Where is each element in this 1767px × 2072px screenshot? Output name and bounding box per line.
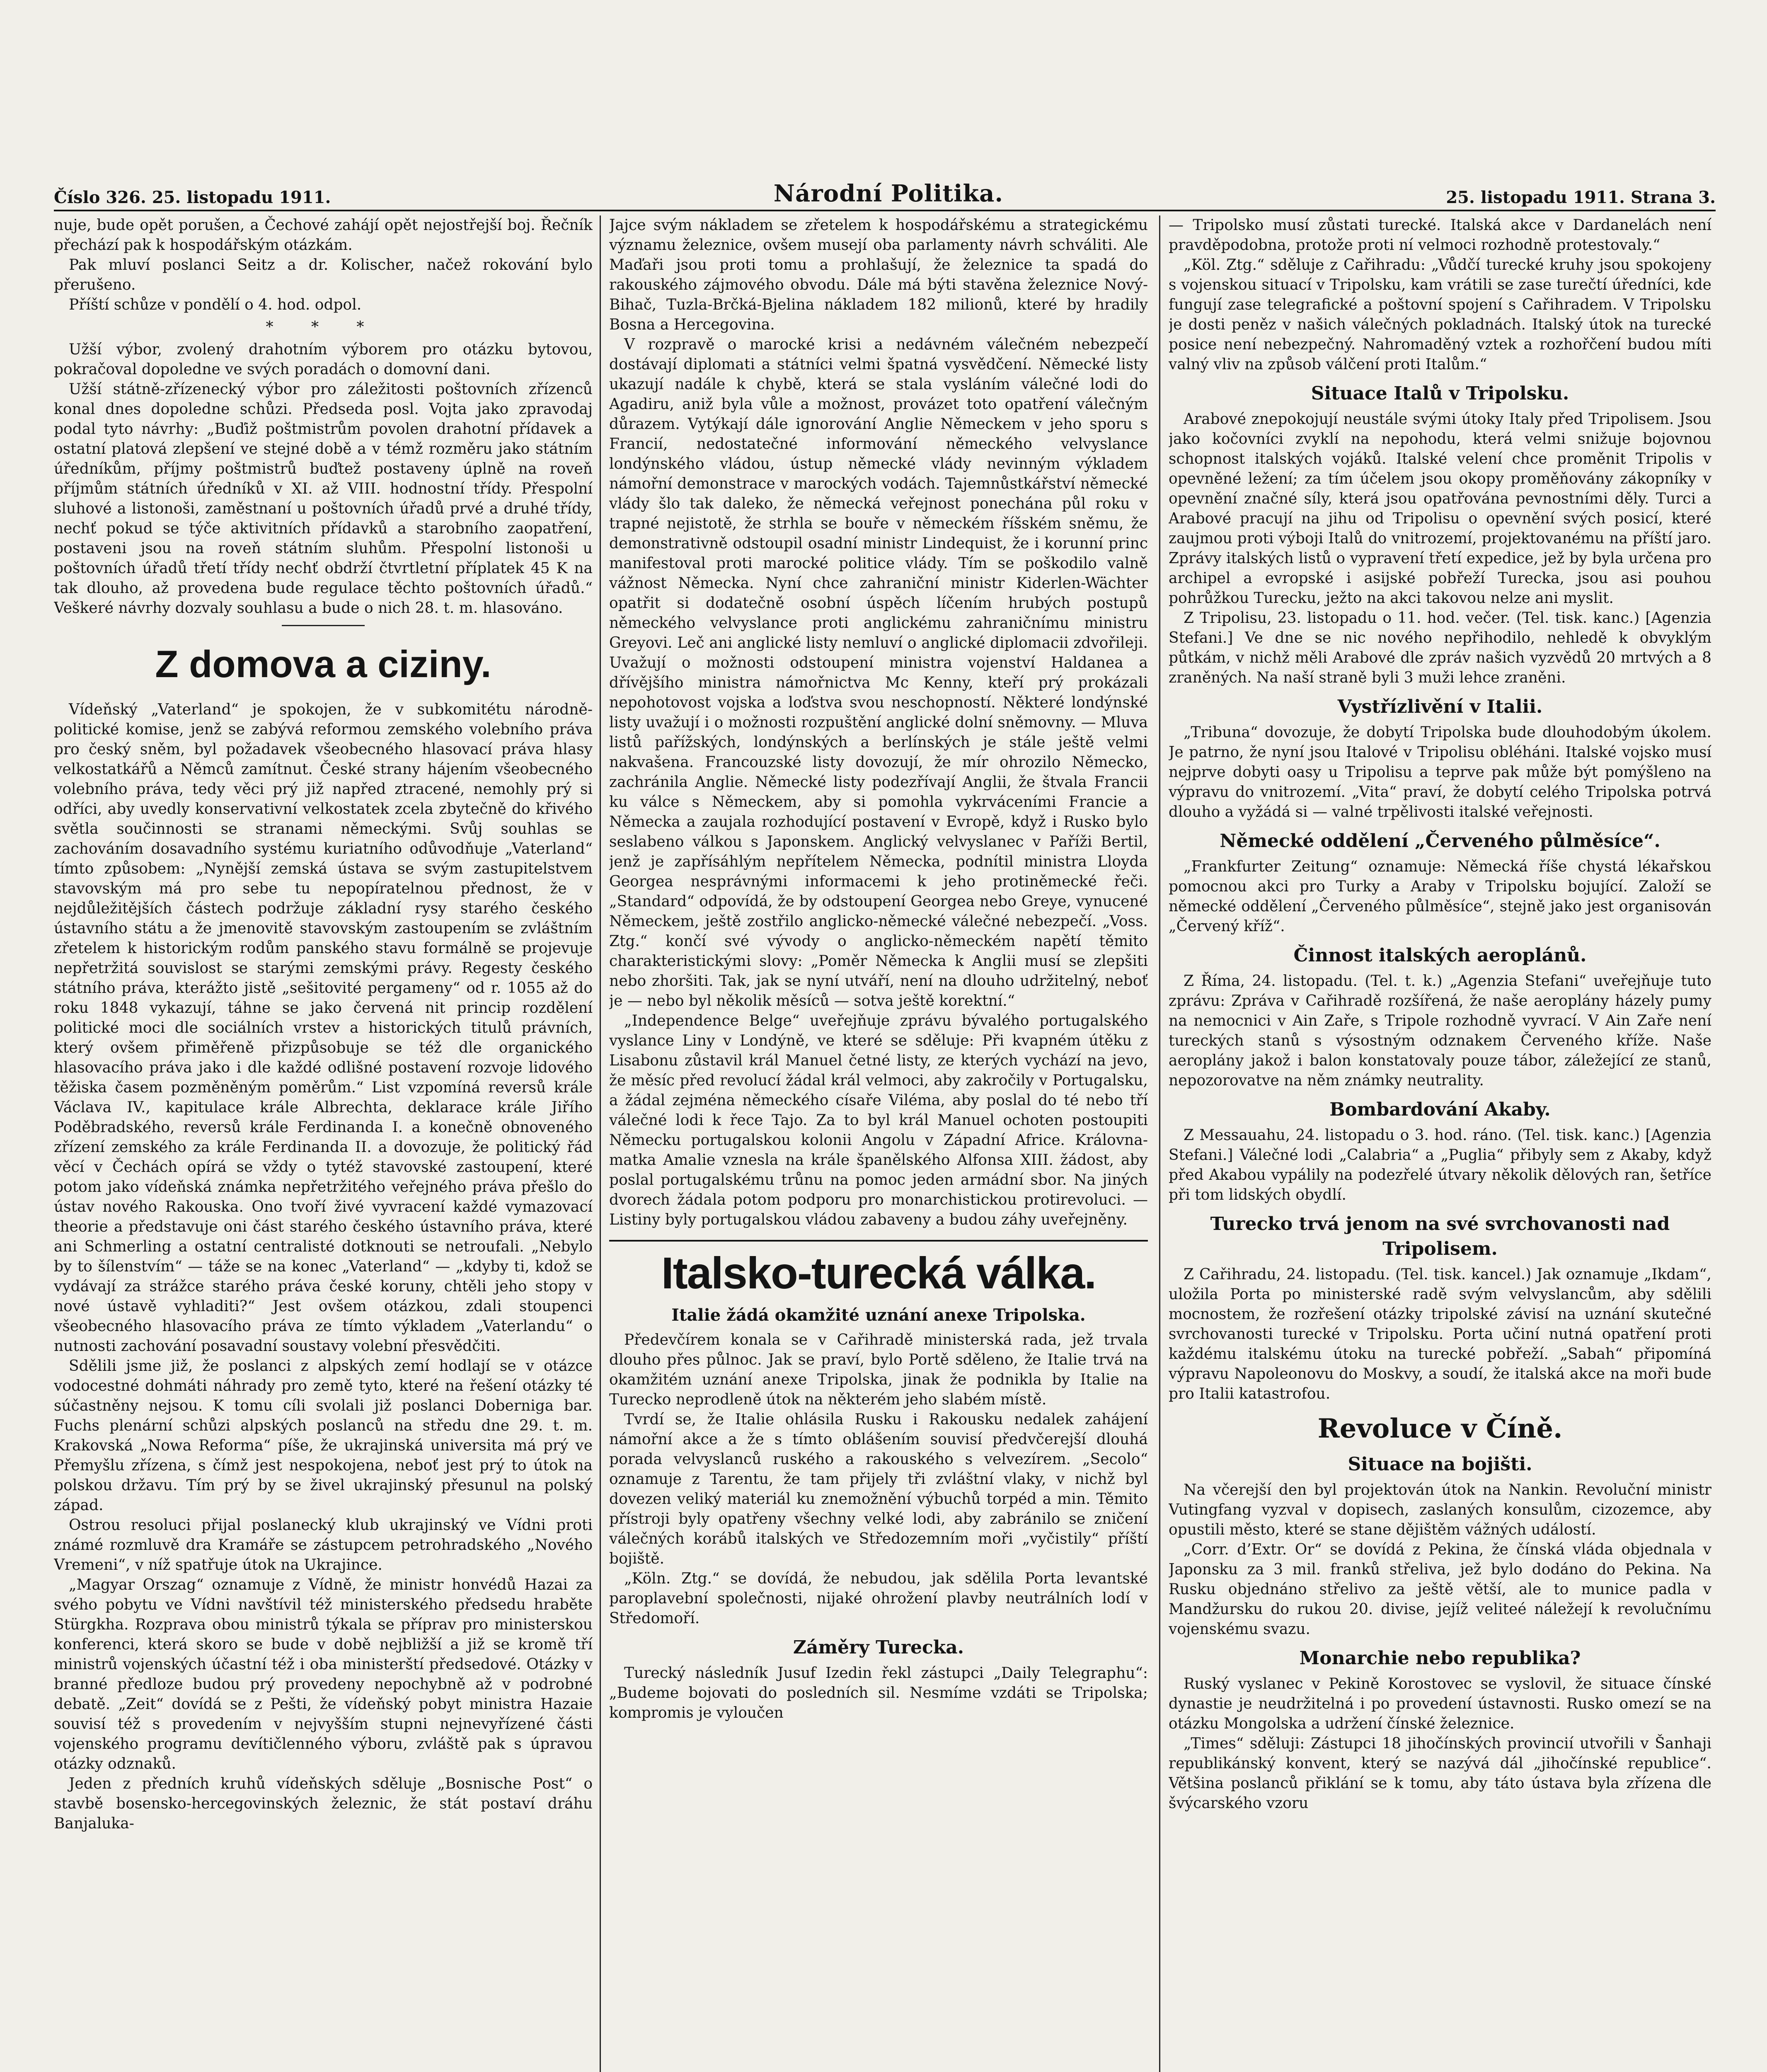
- header-issue: Číslo 326. 25. listopadu 1911.: [54, 188, 331, 207]
- paragraph: Z Messauahu, 24. listopadu o 3. hod. ráno. (Tel. tisk. kanc.) [Agenzia Stefani.] Válečné lodi „Calabria“ a „Puglia“ přibyly sem z Akaby, když před Akabou vypálily na podezřelé útvary několik dělových ran, šetříce při tom lidských obydlí.: [1169, 1127, 1711, 1203]
- paragraph: „Independence Belge“ uveřejňuje zprávu bývalého portugalského vyslance Liny v Londýně, ve které se sděluje: Při kvapném útěku z Lisabonu zůstavil král Manuel četné listy, ze kterých vychází na jevo, že měsíc před revolucí žádal král velmoci, aby zakročily v Portugalsku, a žádal zejména německého císaře Viléma, aby poslal do té nebo tří válečné lodi k řece Tajo. Za to byl král Manuel ochoten postoupiti Německu portugalskou kolonii Angolu v Západní Africe. Královna-matka Amalie vznesla na krále španělského Alfonsa XIII. žádost, aby poslal portugalskému trůnu na pomoc jeden armádní sbor. Na jiných dvorech žádala potom podporu pro monarchistickou protirevoluci. — Listiny byly portugalskou vládou zabaveny a budou záhy uveřejněny.: [609, 1012, 1148, 1228]
- columns: [54, 215, 1716, 2072]
- subheading: Turecko trvá jenom na své svrchovanosti nad Tripolisem.: [1210, 1213, 1670, 1259]
- column-3: [1169, 215, 1711, 2072]
- paragraph: Ruský vyslanec v Pekině Korostovec se vyslovil, že situace čínské dynastie je neudržitelná i po provedení ústavnosti. Rusko omezí se na otázku Mongolska a udržení čínské železnice.: [1169, 1675, 1711, 1732]
- paragraph: Na včerejší den byl projektován útok na Nankin. Revoluční ministr Vutingfang vyzval v dopisech, zaslaných konsulům, cizozemce, aby opustili město, které se stane dějištěm vážných událostí.: [1169, 1481, 1711, 1538]
- page-header: [54, 178, 1716, 211]
- column-rule: [1159, 215, 1160, 2072]
- paragraph: Sdělili jsme již, že poslanci z alpských zemí hodlají se v otázce vodocestné dohmáti náhrady pro země tyto, které na řešení otázky té súčastněny nejsou. K tomu cíli svolali již poslanci Doberniga bar. Fuchs plenární schůzi alpských poslanců na středu dne 29. t. m. Krakovská „Nowa Reforma“ píše, že ukrajinská universita má prý ve Přemyšlu zřízena, s čímž jest nespokojena, neboť jest prý to útok na polskou državu. Tím prý by se živel ukrajinský přesunul na polský západ.: [54, 1358, 593, 1514]
- paragraph: Z Cařihradu, 24. listopadu. (Tel. tisk. kancel.) Jak oznamuje „Ikdam“, uložila Porta po ministerské radě svým velvyslancům, aby sdělili mocnostem, že rozřešení otázky tripolské závisí na uznání skutečné svrchovanosti turecké v Tripolsku. Porta učiní nutná opatření proti každému italskému útoku na turecké pobřeží. „Sabah“ připomíná výpravu Napoleonovu do Moskvy, a soudí, že italská akce na moři bude pro Italii katastrofou.: [1169, 1266, 1711, 1402]
- paragraph: — Tripolsko musí zůstati turecké. Italská akce v Dardanelách není pravděpodobna, protože proti ní velmoci rozhodně protestovaly.“: [1169, 217, 1711, 254]
- column-1: [54, 215, 593, 2072]
- paragraph: Vídeňský „Vaterland“ je spokojen, že v subkomitétu národně-politické komise, jenž se zabývá reformou zemského volebního práva pro český sněm, byl požadavek všeobecného hlasovací práva hlasy velkostatkářů a Němců zamítnut. České strany hájením všeobecného volebního práva, tedy věci prý již napřed ztracené, nemohly prý si odříci, aby uvedly konservativní velkostatek zcela zbytečně do křivého světla součinnosti se stranami německými. Svůj souhlas se zachováním dosavadního systému kuriatního odůvodňuje „Vaterland“ tímto způsobem: „Nynější zemská ústava se svým zastupitelstvem stavovským má pro sebe tu nepopíratelnou přednost, že v nejdůležitějších částech podržuje základní rysy starého českého ústavního státu a že jmenovitě stavovským zastoupením se zvláštním zřetelem k historickým rodům panského stavu formálně se projevuje nepřetržitá souvislost se starými zemskými právy. Regesty českého státního práva, kterážto jistě „sešitovité pergameny“ od r. 1055 až do roku 1848 vykazují, táhne se jako červená nit princip rozdělení politické moci dle sociálních vrstev a historických titulů právních, který ovšem přiměřeně přizpůsobuje se též dle organického hlasovacího práva jako i dle každé odlišné postavení rozvoje lidového těžiska časem pozměněným poměrům.“ List vzpomíná reversů krále Václava IV., kapitulace krále Albrechta, deklarace krále Jiřího Poděbradského, reversů krále Ferdinanda I. a konečně obnoveného zřízení zemského za krále Ferdinanda II. a dovozuje, že politický řád věcí v Čechách opírá se vždy o tytéž stavovské zastoupení, které potom jako vídeňská známka nepřetržitého veřejného práva přešlo do ústav nového Rakouska. Ono tvoří živé vyvracení každé vymazovací theorie a představuje oni část starého českého ústavního práva, které ani Schmerling a ostatní centralisté dotknouti se netroufali. „Nebylo by to šílenstvím“ — táže se na konec „Vaterland“ — „kdyby ti, kdož se vydávají za strážce starého práva české koruny, chtěli jeho stopy v nové ústavě vyhladiti?“ Jest ovšem otázkou, zdali stoupenci všeobecného hlasovacího práva ze tímto výkladem „Vaterlandu“ o nutnosti zachování posavadní soustavy volební přesvědčiti.: [54, 701, 593, 1355]
- paragraph: Z Říma, 24. listopadu. (Tel. t. k.) „Agenzia Stefani“ uveřejňuje tuto zprávu: Zpráva v Cařihradě rozšířená, že naše aeroplány házely pumy na nemocnici v Ain Zaře, s Tripole rozhodně vyvrací. V Ain Zaře není tureckých stanů s výsostným odznakem Červeného kříže. Naše aeroplány jakož i balon konstatovaly pouze tábor, záležející ze stanů, nepozorovatve na něm známky neutrality.: [1169, 973, 1711, 1089]
- paragraph: Turecký následník Jusuf Izedin řekl zástupci „Daily Telegraphu“: „Budeme bojovati do posledních sil. Nesmíme vzdáti se Tripolska; kompromis je vyloučen: [609, 1665, 1148, 1721]
- divider: [282, 625, 365, 626]
- paragraph: V rozpravě o marocké krisi a nedávném válečném nebezpečí dostávají diplomati a státníci velmi špatná vysvědčení. Německé listy ukazují nadále k chybě, která se stala vysláním válečné lodi do Agadiru, aniž byla vůle a možnost, provázet toto opatření válečným důrazem. Vytýkají dále ignorování Anglie Německem v jeho sporu s Francií, nedostatečné informování německého velvyslance londýnského vládou, ústup německé vlády nevinným výkladem námořní demonstrace v marockých vodách. Tajemnůstkářství německé vlády šlo tak daleko, že německá veřejnost ponechána půl roku v trapné nejistotě, že strhla se bouře v německém říšském sněmu, že demonstrativně odstoupil osadní ministr Lindequist, že i korunní princ manifestoval proti marocké politice vlády. Tím se poškodilo valně vážnost Německa. Nyní chce zahraniční ministr Kiderlen-Wächter opatřit si dodatečně osobní úspěch líčením hrubých postupů německého velvyslance proti anglickému zahraničnímu ministru Greyovi. Leč ani anglické listy nemluví o anglické diplomacii zdvořileji. Uvažují o možnosti odstoupení ministra vojenství Haldanea a dřívějšího ministra námořnictva Mc Kenny, kteří prý prokázali nepohotovost vojska a loďstva svou neschopností. Některé londýnské listy uvažují i o možnosti rozpuštění anglické dolní sněmovny. — Mluva listů pařížských, londýnských a berlínských je stále ještě velmi nakvašena. Francouzské listy dovozují, že mír ohrozilo Německo, zachránila Anglie. Německé listy podezřívají Anglii, že štvala Francii ku válce s Německem, aby si pomohla vykrváceními Francie a Německa a zaujala rozhodující postavení v Evropě, když i Rusko bylo seslabeno válkou s Japonskem. Anglický velvyslanec v Paříži Bertil, jenž je zapřísáhlým nepřítelem Německa, podnítil ministra Lloyda Georgea nesprávnými informacemi k jeho protiněmecké řeči. „Standard“ odpovídá, že by odstoupení Georgea nebo Greye, vynucené Německem, ještě zostřilo anglicko-německé válečné nebezpečí. „Voss. Ztg.“ končí své vývody o anglicko-německém napětí těmito charakteristickými slovy: „Poměr Německa k Anglii musí se zlepšiti nebo zhoršiti. Tak, jak se nyní utváří, není na dlouho udržitelný, neboť je — nebo byl několik měsíců — sotva ještě korektní.“: [609, 336, 1148, 1009]
- subheading: Německé oddělení „Červeného půlměsíce“.: [1220, 830, 1660, 852]
- war-subheading: Italie žádá okamžité uznání anexe Tripolska.: [671, 1305, 1086, 1325]
- paragraph: „Tribuna“ dovozuje, že dobytí Tripolska bude dlouhodobým úkolem. Je patrno, že nyní jsou Italové v Tripolisu obléháni. Italské vojsko musí nejprve dobyti oasy u Tripolisu a teprve pak může být pomýšleno na výpravu do vnitrozemí. „Vita“ praví, že dobytí celého Tripolska potrvá dlouho a vyžádá si — valné trpělivosti italské veřejnosti.: [1169, 724, 1711, 821]
- paragraph: „Köl. Ztg.“ sděluje z Cařihradu: „Vůdčí turecké kruhy jsou spokojeny s vojenskou situací v Tripolsku, kam vrátili se zase turečtí úředníci, kde fungují zase telegrafické a poštovní spojení s Cařihradem. V Tripolsku je dosti peněz v našich válečných pokladnách. Italský útok na turecké posice není nebezpečný. Nahromaděný vztek a rozhořčení budou míti valný vliv na způsob válčení proti Italům.“: [1169, 257, 1711, 373]
- paragraph: „Magyar Orszag“ oznamuje z Vídně, že ministr honvédů Hazai za svého pobytu ve Vídni navštívil též ministerského předsedu hraběte Stürgkha. Rozprava obou ministrů týkala se příprav pro ministerskou konferenci, která skoro se bude v době nejbližší a již se kromě tří ministrů vojenských účastní též i oba ministerští předsedové. Otázky v branné předloze budou prý provedeny nepochybně až v podrobné debatě. „Zeit“ dovídá se z Pešti, že vídeňský pobyt ministra Hazaie souvisí též s provedením v nejvyšším stupni nejnevyřízené části vojenského programu devítičlenného výboru, zvláště pak s úpravou otázky odznaků.: [54, 1576, 593, 1772]
- subheading: Monarchie nebo republika?: [1299, 1648, 1581, 1669]
- newspaper-page: [54, 75, 1716, 2072]
- paragraph: Ostrou resoluci přijal poslanecký klub ukrajinský ve Vídni proti známé rozmluvě dra Kramáře se zástupcem petrohradského „Nového Vremeni“, v níž spatřuje útok na Ukrajince.: [54, 1517, 593, 1573]
- masthead-title: Národní Politika.: [773, 180, 1003, 207]
- paragraph: „Köln. Ztg.“ se dovídá, že nebudou, jak sdělila Porta levantské paroplavební společnosti, nijaké ohrožení plavby neutrálních lodí v Středomoří.: [609, 1570, 1148, 1627]
- paragraph: Užší státně-zřízenecký výbor pro záležitosti poštovních zřízenců konal dnes dopoledne schůzi. Předseda posl. Vojta jako zpravodaj podal tyto návrhy: „Buďiž poštmistrům povolen drahotní přídavek a ostatní platová zlepšení ve stejné době a v témž rozměru jako státním úředníkům, příjmy poštmistrů buďtež postaveny úplně na roveň příjmům státních úředníků v XI. až VIII. hodnostní třídy. Přespolní sluhové a listonoši, zaměstnaní u poštovních úřadů prvé a druhé třídy, nechť pokud se týče aktivitních přídavků a starobního zaopatření, postaveni jsou na roveň státním sluhům. Přespolní listonoši u poštovních úřadů třetí třídy nechť obdrží čtvrtletní příplatek 45 K na tak dlouho, až provedena bude regulace těchto poštovních úřadů.“ Veškeré návrhy dozvaly souhlasu a bude o nich 28. t. m. hlasováno.: [54, 381, 593, 617]
- column-rule: [600, 215, 601, 2072]
- subheading: Činnost italských aeroplánů.: [1293, 945, 1587, 966]
- subheading: Bombardování Akaby.: [1329, 1099, 1551, 1120]
- section-heading: Z domova a ciziny.: [155, 643, 491, 685]
- paragraph: „Times“ sděluji: Zástupci 18 jihočínských provincií utvořili v Šanhaji republikánský konvent, který se nazývá dál „jihočínské republice“. Většina poslanců přiklání se k tomu, aby táto ústava byla zřízena dle švýcarského vzoru: [1169, 1735, 1711, 1812]
- paragraph: Tvrdí se, že Italie ohlásila Rusku i Rakousku nedalek zahájení námořní akce a že s tímto oblášením souvisí předvčerejší dlouhá porada velvyslanců ruského a rakouského s velvezírem. „Secolo“ oznamuje z Tarentu, že tam přijely tři zvláštní vlaky, v nichž byl dovezen veliký materiál ku znemožnění výbuchů torpéd a min. Těmito přístroji byly opatřeny všechny velké lodi, aby zabránilo se zničení válečných korábů italských ve Středozemním moři „vyčistily“ příští bojiště.: [609, 1411, 1148, 1567]
- paragraph: „Corr. d’Extr. Or“ se dovídá z Pekina, že čínská vláda objednala v Japonsku za 3 mil. franků střeliva, jež bylo dodáno do Pekina. Na Rusku objednáno střelivo za ještě větší, ale to munice padla v Mandžursku do rukou 20. divise, jejíž veliteé náležejí k revolučnímu vojenskému svazu.: [1169, 1541, 1711, 1638]
- paragraph: Předevčírem konala se v Cařihradě ministerská rada, jež trvala dlouho přes půlnoc. Jak se praví, bylo Portě sděleno, že Italie trvá na okamžitém uznání anexe Tripolska, jinak že podnikla by Italie na Turecko neprodleně útok na některém jeho slabém místě.: [609, 1331, 1148, 1408]
- subheading: Situace na bojišti.: [1348, 1454, 1532, 1475]
- war-heading: Italsko-turecká válka.: [609, 1240, 1148, 1300]
- separator-stars: * * *: [266, 319, 381, 336]
- subheading: Záměry Turecka.: [793, 1637, 964, 1658]
- paragraph: Pak mluví poslanci Seitz a dr. Kolischer, načež rokování bylo přerušeno.: [54, 257, 593, 293]
- subheading: Situace Italů v Tripolsku.: [1311, 383, 1569, 404]
- section-heading: Revoluce v Číně.: [1317, 1413, 1563, 1444]
- subheading: Vystřízlivění v Italii.: [1337, 696, 1543, 717]
- paragraph: Jajce svým nákladem se zřetelem k hospodářskému a strategickému významu železnice, ovšem musejí oba parlamenty návrh schváliti. Ale Maďaři jsou proti tomu a prohlašují, že železnice ta spadá do rakouského zájmového obvodu. Dále má býti stavěna železnice Nový-Bihač, Tuzla-Brčká-Bjelina nákladem 182 milionů, které by hradily Bosna a Hercegovina.: [609, 217, 1148, 333]
- paragraph: nuje, bude opět porušen, a Čechové zahájí opět nejostřejší boj. Řečník přechází pak k hospodářským otázkám.: [54, 217, 593, 254]
- paragraph: Jeden z předních kruhů vídeňských sděluje „Bosnische Post“ o stavbě bosensko-hercegovinských železnic, že stát postaví dráhu Banjaluka-: [54, 1775, 593, 1832]
- paragraph: Z Tripolisu, 23. listopadu o 11. hod. večer. (Tel. tisk. kanc.) [Agenzia Stefani.] Ve dne se nic nového nepřihodilo, nehledě k obvyklým půtkám, v nichž měli Arabové dle zpráv našich vyzvědů 20 mrtvých a 8 zraněných. Na naší straně byli 3 muži lehce zraněni.: [1169, 610, 1711, 686]
- header-date-page: 25. listopadu 1911. Strana 3.: [1446, 188, 1716, 207]
- paragraph: „Frankfurter Zeitung“ oznamuje: Německá říše chystá lékařskou pomocnou akci pro Turky a Araby v Tripolsku bojující. Založí se německé oddělení „Červeného půlměsíce“, stejně jako jest organisován „Červený kříž“.: [1169, 858, 1711, 935]
- column-2: [609, 215, 1148, 2072]
- paragraph: Užší výbor, zvolený drahotním výborem pro otázku bytovou, pokračoval dopoledne ve svých poradách o domovní dani.: [54, 341, 593, 378]
- paragraph: Příští schůze v pondělí o 4. hod. odpol.: [69, 296, 362, 313]
- paragraph: Arabové znepokojují neustále svými útoky Italy před Tripolisem. Jsou jako kočovníci zvyklí na nepohodu, která velmi snižuje bojovnou schopnost italských vojáků. Italské velení chce proměnit Tripolis v opevněné ležení; za tím účelem jsou okopy proměňovány zákopníky v opevnění značné síly, která jsou opatřována pevnostními děly. Turci a Arabové pracují na jihu od Tripolisu o opevnění svých posicí, které zaujmou proti výboji Italů do vnitrozemí, projektovanému na příští jaro. Zprávy italských listů o vypravení třetí expedice, jež by byla určena pro archipel a evropské i asijské pobřeží Turecka, jsou asi pouhou pohrůžkou Turecku, ježto na akci takovou nelze ani myslit.: [1169, 411, 1711, 607]
